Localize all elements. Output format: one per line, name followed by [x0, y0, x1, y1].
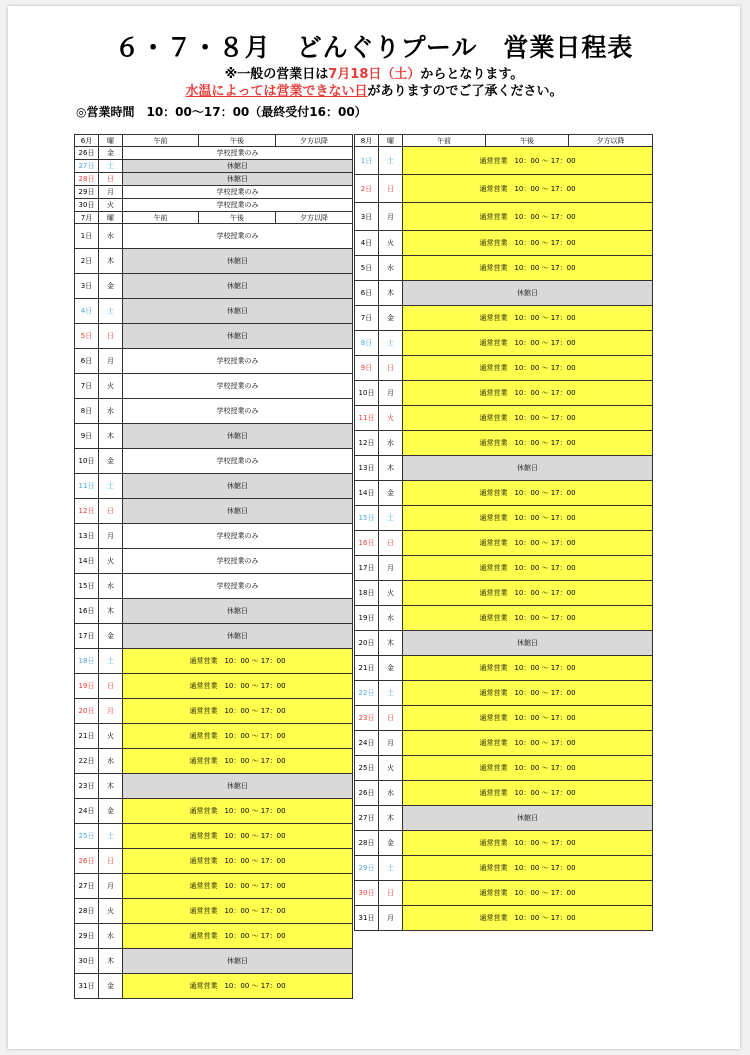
status-cell: 休館日 [403, 456, 653, 481]
weekday-cell: 火 [99, 724, 123, 749]
table-row [75, 147, 353, 160]
table-row [355, 581, 653, 606]
weekday-cell: 日 [379, 356, 403, 381]
note-suffix: からとなります。 [420, 67, 524, 82]
day-cell: 8日 [75, 399, 99, 424]
status-cell: 休館日 [123, 249, 353, 274]
evening-header: 夕方以降 [276, 135, 353, 147]
status-cell: 通常営業 10：00 〜 17：00 [403, 831, 653, 856]
day-cell: 11日 [355, 406, 379, 431]
day-cell: 21日 [355, 656, 379, 681]
weekday-cell: 日 [379, 881, 403, 906]
weekday-cell: 日 [379, 706, 403, 731]
weekday-cell: 土 [99, 474, 123, 499]
weekday-cell: 水 [379, 781, 403, 806]
table-row [75, 849, 353, 874]
status-cell: 通常営業 10：00 〜 17：00 [403, 906, 653, 931]
table-row [355, 331, 653, 356]
weekday-cell: 水 [379, 606, 403, 631]
june-july-table [74, 134, 353, 999]
table-row [355, 356, 653, 381]
table-row [355, 147, 653, 175]
weekday-cell: 土 [379, 147, 403, 175]
day-cell: 7日 [355, 306, 379, 331]
table-row [75, 674, 353, 699]
table-row [355, 506, 653, 531]
weekday-cell: 土 [99, 299, 123, 324]
day-cell: 23日 [75, 774, 99, 799]
status-cell: 通常営業 10：00 〜 17：00 [403, 231, 653, 256]
table-row [75, 974, 353, 999]
table-row [75, 186, 353, 199]
day-cell: 10日 [75, 449, 99, 474]
table-row [355, 906, 653, 931]
weekday-cell: 水 [99, 574, 123, 599]
august-table [354, 134, 653, 931]
table-row [355, 731, 653, 756]
weekday-cell: 金 [99, 147, 123, 160]
day-cell: 20日 [355, 631, 379, 656]
day-cell: 7日 [75, 374, 99, 399]
day-cell: 27日 [75, 874, 99, 899]
weekday-cell: 日 [99, 499, 123, 524]
status-cell: 通常営業 10：00 〜 17：00 [403, 506, 653, 531]
status-cell: 学校授業のみ [123, 199, 353, 212]
table-row [75, 160, 353, 173]
status-cell: 通常営業 10：00 〜 17：00 [123, 824, 353, 849]
day-cell: 25日 [355, 756, 379, 781]
table-row [355, 856, 653, 881]
day-cell: 5日 [75, 324, 99, 349]
month-label: 6月 [75, 135, 99, 147]
weekday-cell: 金 [99, 449, 123, 474]
weekday-cell: 土 [379, 331, 403, 356]
status-cell: 通常営業 10：00 〜 17：00 [123, 899, 353, 924]
weekday-cell: 月 [99, 874, 123, 899]
day-cell: 30日 [75, 949, 99, 974]
status-cell: 休館日 [123, 949, 353, 974]
status-cell: 通常営業 10：00 〜 17：00 [403, 681, 653, 706]
weekday-cell: 木 [379, 631, 403, 656]
note-prefix: ※一般の営業日は [224, 67, 329, 82]
table-row [75, 499, 353, 524]
status-cell: 通常営業 10：00 〜 17：00 [123, 749, 353, 774]
day-cell: 28日 [75, 899, 99, 924]
day-cell: 24日 [355, 731, 379, 756]
table-row [355, 606, 653, 631]
weekday-cell: 月 [99, 699, 123, 724]
weekday-cell: 火 [379, 756, 403, 781]
status-cell: 通常営業 10：00 〜 17：00 [123, 649, 353, 674]
table-row [355, 431, 653, 456]
weekday-cell: 金 [379, 831, 403, 856]
table-row [75, 549, 353, 574]
status-cell: 通常営業 10：00 〜 17：00 [123, 924, 353, 949]
weekday-cell: 水 [99, 749, 123, 774]
weekday-cell: 月 [99, 186, 123, 199]
status-cell: 通常営業 10：00 〜 17：00 [403, 881, 653, 906]
status-cell: 通常営業 10：00 〜 17：00 [403, 731, 653, 756]
weekday-cell: 土 [379, 681, 403, 706]
day-cell: 3日 [355, 203, 379, 231]
day-cell: 9日 [355, 356, 379, 381]
day-cell: 19日 [75, 674, 99, 699]
table-row [75, 724, 353, 749]
status-cell: 通常営業 10：00 〜 17：00 [403, 481, 653, 506]
day-cell: 17日 [355, 556, 379, 581]
day-cell: 4日 [75, 299, 99, 324]
day-cell: 29日 [355, 856, 379, 881]
status-cell: 休館日 [123, 324, 353, 349]
table-row [355, 531, 653, 556]
day-cell: 13日 [355, 456, 379, 481]
day-cell: 1日 [75, 224, 99, 249]
day-cell: 6日 [355, 281, 379, 306]
table-row [75, 774, 353, 799]
status-cell: 通常営業 10：00 〜 17：00 [403, 203, 653, 231]
weekday-cell: 木 [99, 599, 123, 624]
table-row [75, 574, 353, 599]
table-row [75, 449, 353, 474]
day-cell: 15日 [355, 506, 379, 531]
status-cell: 通常営業 10：00 〜 17：00 [403, 381, 653, 406]
weekday-cell: 月 [379, 731, 403, 756]
table-row [355, 281, 653, 306]
status-cell: 学校授業のみ [123, 524, 353, 549]
table-row [75, 874, 353, 899]
table-row [75, 324, 353, 349]
day-cell: 26日 [355, 781, 379, 806]
afternoon-header: 午後 [199, 212, 276, 224]
table-row [75, 424, 353, 449]
day-cell: 28日 [75, 173, 99, 186]
day-cell: 13日 [75, 524, 99, 549]
status-cell: 休館日 [123, 160, 353, 173]
morning-header: 午前 [123, 212, 199, 224]
status-cell: 学校授業のみ [123, 224, 353, 249]
weekday-cell: 木 [379, 806, 403, 831]
table-row [75, 899, 353, 924]
status-cell: 通常営業 10：00 〜 17：00 [123, 974, 353, 999]
day-cell: 22日 [75, 749, 99, 774]
weekday-cell: 日 [99, 324, 123, 349]
weekday-cell: 火 [99, 899, 123, 924]
table-row [355, 306, 653, 331]
table-row [355, 406, 653, 431]
afternoon-header: 午後 [486, 135, 569, 147]
weekday-cell: 火 [99, 374, 123, 399]
table-row [355, 631, 653, 656]
day-cell: 29日 [75, 186, 99, 199]
day-cell: 12日 [75, 499, 99, 524]
table-row [355, 175, 653, 203]
status-cell: 学校授業のみ [123, 147, 353, 160]
weekday-cell: 火 [99, 549, 123, 574]
table-row [355, 806, 653, 831]
day-cell: 30日 [75, 199, 99, 212]
weekday-cell: 月 [99, 349, 123, 374]
weekday-cell: 火 [379, 231, 403, 256]
header-row [75, 212, 353, 224]
weekday-cell: 月 [99, 524, 123, 549]
table-row [355, 756, 653, 781]
general-opening-note [8, 67, 740, 83]
day-cell: 11日 [75, 474, 99, 499]
status-cell: 通常営業 10：00 〜 17：00 [403, 606, 653, 631]
status-cell: 通常営業 10：00 〜 17：00 [403, 431, 653, 456]
day-cell: 27日 [355, 806, 379, 831]
weekday-cell: 土 [379, 506, 403, 531]
weekday-cell: 火 [379, 581, 403, 606]
status-cell: 通常営業 10：00 〜 17：00 [403, 706, 653, 731]
status-cell: 学校授業のみ [123, 399, 353, 424]
table-row [75, 173, 353, 186]
weekday-cell: 水 [99, 399, 123, 424]
status-cell: 通常営業 10：00 〜 17：00 [123, 699, 353, 724]
status-cell: 休館日 [123, 624, 353, 649]
day-cell: 16日 [355, 531, 379, 556]
weekday-cell: 金 [99, 624, 123, 649]
status-cell: 通常営業 10：00 〜 17：00 [403, 781, 653, 806]
day-cell: 6日 [75, 349, 99, 374]
weekday-cell: 月 [379, 203, 403, 231]
weekday-cell: 火 [379, 406, 403, 431]
day-cell: 26日 [75, 849, 99, 874]
status-cell: 通常営業 10：00 〜 17：00 [403, 331, 653, 356]
apology-text: がありますのでご了承ください。 [367, 84, 563, 99]
weekday-cell: 木 [379, 281, 403, 306]
table-row [355, 256, 653, 281]
table-row [355, 456, 653, 481]
status-cell: 学校授業のみ [123, 374, 353, 399]
status-cell: 学校授業のみ [123, 549, 353, 574]
day-cell: 9日 [75, 424, 99, 449]
status-cell: 通常営業 10：00 〜 17：00 [123, 724, 353, 749]
day-cell: 2日 [355, 175, 379, 203]
status-cell: 学校授業のみ [123, 349, 353, 374]
day-cell: 3日 [75, 274, 99, 299]
weekday-cell: 月 [379, 906, 403, 931]
weekday-cell: 木 [99, 949, 123, 974]
weekday-cell: 木 [379, 456, 403, 481]
status-cell: 通常営業 10：00 〜 17：00 [403, 756, 653, 781]
header-row [355, 135, 653, 147]
weekday-cell: 木 [99, 774, 123, 799]
day-cell: 25日 [75, 824, 99, 849]
weekday-cell: 金 [379, 481, 403, 506]
weekday-cell: 金 [99, 974, 123, 999]
weekday-cell: 金 [379, 306, 403, 331]
day-cell: 4日 [355, 231, 379, 256]
status-cell: 通常営業 10：00 〜 17：00 [403, 856, 653, 881]
table-row [75, 299, 353, 324]
status-cell: 通常営業 10：00 〜 17：00 [403, 175, 653, 203]
closed-warning-text: 営業できない日 [276, 84, 368, 99]
status-cell: 通常営業 10：00 〜 17：00 [403, 531, 653, 556]
day-cell: 22日 [355, 681, 379, 706]
morning-header: 午前 [403, 135, 486, 147]
weekday-cell: 日 [99, 849, 123, 874]
table-row [75, 374, 353, 399]
water-temp-text: 水温によっては [185, 84, 277, 99]
status-cell: 通常営業 10：00 〜 17：00 [403, 406, 653, 431]
day-cell: 18日 [355, 581, 379, 606]
day-cell: 21日 [75, 724, 99, 749]
day-cell: 8日 [355, 331, 379, 356]
weekday-cell: 土 [379, 856, 403, 881]
status-cell: 通常営業 10：00 〜 17：00 [403, 306, 653, 331]
table-row [75, 649, 353, 674]
status-cell: 学校授業のみ [123, 449, 353, 474]
weekday-cell: 火 [99, 199, 123, 212]
weekday-cell: 土 [99, 649, 123, 674]
status-cell: 学校授業のみ [123, 186, 353, 199]
table-row [75, 599, 353, 624]
weekday-header: 曜 [99, 212, 123, 224]
day-cell: 31日 [355, 906, 379, 931]
status-cell: 通常営業 10：00 〜 17：00 [403, 581, 653, 606]
day-cell: 26日 [75, 147, 99, 160]
day-cell: 27日 [75, 160, 99, 173]
table-row [75, 924, 353, 949]
table-row [355, 781, 653, 806]
status-cell: 休館日 [403, 631, 653, 656]
status-cell: 休館日 [123, 299, 353, 324]
day-cell: 29日 [75, 924, 99, 949]
weekday-cell: 月 [379, 381, 403, 406]
status-cell: 通常営業 10：00 〜 17：00 [403, 147, 653, 175]
day-cell: 19日 [355, 606, 379, 631]
table-row [355, 881, 653, 906]
status-cell: 休館日 [123, 274, 353, 299]
weekday-cell: 水 [99, 224, 123, 249]
day-cell: 5日 [355, 256, 379, 281]
table-row [355, 706, 653, 731]
status-cell: 休館日 [123, 599, 353, 624]
day-cell: 14日 [355, 481, 379, 506]
weekday-cell: 水 [99, 924, 123, 949]
table-row [355, 481, 653, 506]
day-cell: 18日 [75, 649, 99, 674]
weekday-cell: 木 [99, 249, 123, 274]
weekday-cell: 木 [99, 424, 123, 449]
month-label: 7月 [75, 212, 99, 224]
day-cell: 30日 [355, 881, 379, 906]
evening-header: 夕方以降 [569, 135, 653, 147]
table-row [75, 349, 353, 374]
day-cell: 24日 [75, 799, 99, 824]
day-cell: 1日 [355, 147, 379, 175]
evening-header: 夕方以降 [276, 212, 353, 224]
status-cell: 休館日 [123, 173, 353, 186]
weekday-cell: 金 [99, 799, 123, 824]
status-cell: 休館日 [123, 474, 353, 499]
table-row [75, 224, 353, 249]
table-row [355, 556, 653, 581]
table-row [75, 524, 353, 549]
day-cell: 14日 [75, 549, 99, 574]
table-row [75, 799, 353, 824]
day-cell: 2日 [75, 249, 99, 274]
weekday-cell: 日 [379, 175, 403, 203]
table-row [75, 274, 353, 299]
afternoon-header: 午後 [199, 135, 276, 147]
status-cell: 休館日 [403, 806, 653, 831]
status-cell: 通常営業 10：00 〜 17：00 [123, 874, 353, 899]
weekday-cell: 土 [99, 824, 123, 849]
opening-date: 7月18日（土） [328, 67, 421, 82]
table-row [75, 399, 353, 424]
weekday-cell: 月 [379, 556, 403, 581]
weekday-cell: 日 [379, 531, 403, 556]
status-cell: 通常営業 10：00 〜 17：00 [403, 556, 653, 581]
weekday-header: 曜 [99, 135, 123, 147]
table-row [355, 656, 653, 681]
table-row [75, 199, 353, 212]
status-cell: 休館日 [403, 281, 653, 306]
status-cell: 休館日 [123, 499, 353, 524]
weekday-cell: 日 [99, 173, 123, 186]
day-cell: 17日 [75, 624, 99, 649]
weekday-cell: 金 [99, 274, 123, 299]
page-title: ６・７・８月 どんぐりプール 営業日程表 [114, 33, 634, 62]
status-cell: 通常営業 10：00 〜 17：00 [403, 256, 653, 281]
table-row [355, 681, 653, 706]
table-row [75, 824, 353, 849]
day-cell: 16日 [75, 599, 99, 624]
status-cell: 休館日 [123, 774, 353, 799]
day-cell: 10日 [355, 381, 379, 406]
status-cell: 通常営業 10：00 〜 17：00 [403, 356, 653, 381]
day-cell: 31日 [75, 974, 99, 999]
table-row [75, 624, 353, 649]
table-row [355, 831, 653, 856]
day-cell: 15日 [75, 574, 99, 599]
table-row [355, 231, 653, 256]
status-cell: 休館日 [123, 424, 353, 449]
weekday-cell: 日 [99, 674, 123, 699]
table-row [75, 249, 353, 274]
status-cell: 通常営業 10：00 〜 17：00 [123, 799, 353, 824]
table-row [355, 381, 653, 406]
morning-header: 午前 [123, 135, 199, 147]
table-row [355, 203, 653, 231]
month-label: 8月 [355, 135, 379, 147]
header-row [75, 135, 353, 147]
status-cell: 通常営業 10：00 〜 17：00 [123, 674, 353, 699]
water-temperature-note [8, 84, 740, 100]
table-row [75, 699, 353, 724]
table-row [75, 749, 353, 774]
business-hours: ◎営業時間 10：00〜17：00（最終受付16：00） [76, 105, 367, 119]
table-row [75, 949, 353, 974]
weekday-header: 曜 [379, 135, 403, 147]
day-cell: 28日 [355, 831, 379, 856]
day-cell: 12日 [355, 431, 379, 456]
weekday-cell: 水 [379, 256, 403, 281]
day-cell: 20日 [75, 699, 99, 724]
table-row [75, 474, 353, 499]
status-cell: 通常営業 10：00 〜 17：00 [123, 849, 353, 874]
day-cell: 23日 [355, 706, 379, 731]
weekday-cell: 金 [379, 656, 403, 681]
status-cell: 学校授業のみ [123, 574, 353, 599]
status-cell: 通常営業 10：00 〜 17：00 [403, 656, 653, 681]
weekday-cell: 水 [379, 431, 403, 456]
weekday-cell: 土 [99, 160, 123, 173]
